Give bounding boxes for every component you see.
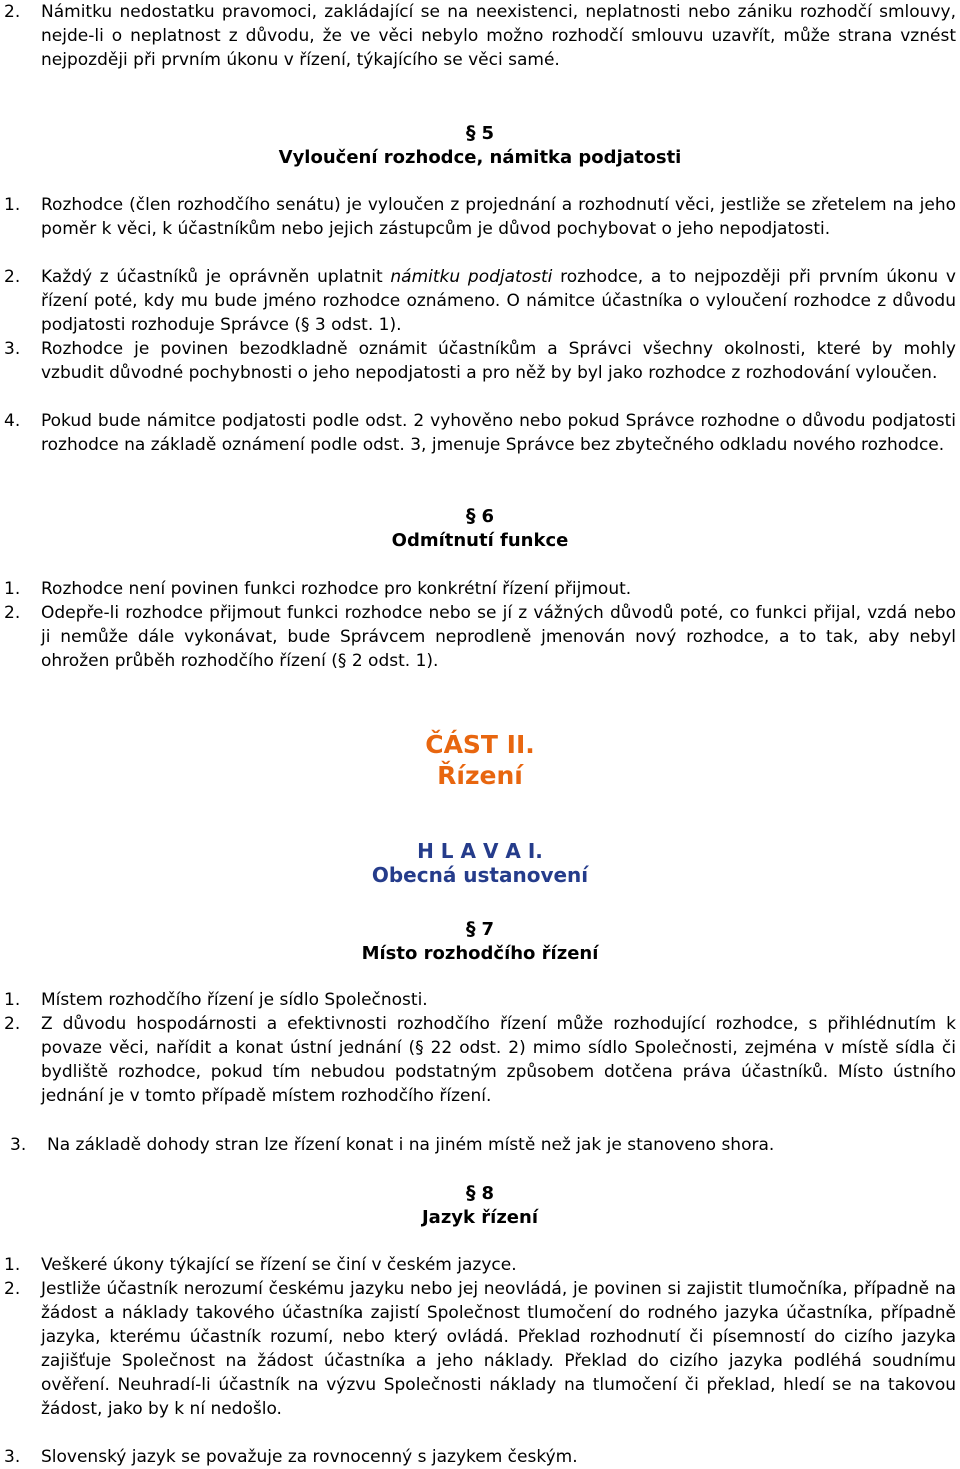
paragraph-5-2 [4, 265, 956, 337]
paragraph-text: Rozhodce je povinen bezodkladně oznámit účastníkům a Správci všechny okolnosti, které by mohly vzbudit důvodné pochybnosti o jeho nepodjatosti a pro něž by byl jako rozhodce z rozhodování vyloučen. [41, 339, 956, 383]
paragraph-number: 2. [4, 2, 21, 22]
section-number-value: 5 [481, 123, 495, 144]
paragraph-number: 1. [4, 1255, 21, 1275]
chapter-label: H L A V A I. [417, 839, 543, 863]
paragraph-7-1 [4, 988, 956, 1012]
paragraph-text: Místem rozhodčího řízení je sídlo Společnosti. [41, 990, 428, 1010]
paragraph-number: 3. [10, 1135, 27, 1155]
paragraph-number: 3. [4, 1447, 21, 1467]
paragraph-number: 2. [4, 603, 21, 623]
paragraph-number: 2. [4, 1014, 21, 1034]
paragraph-6-1 [4, 577, 956, 601]
section-symbol: § [465, 918, 476, 940]
section-title: Odmítnutí funkce [391, 530, 569, 551]
section-number [0, 1181, 960, 1206]
paragraph-number: 3. [4, 339, 21, 359]
text-part: rozhodce, a to nejpozději při prvním úkonu v řízení poté, kdy mu bude jméno rozhodce oznámeno. O námitce účastníka o vyloučení rozhodce z důvodu podjatosti rozhoduje Správce (§ 3 odst. 1). [41, 267, 956, 335]
part-heading [0, 729, 960, 791]
section-number [0, 504, 960, 529]
part-title: Řízení [437, 761, 523, 790]
paragraph-text: Veškeré úkony týkající se řízení se činí v českém jazyce. [41, 1255, 517, 1275]
paragraph-text: Na základě dohody stran lze řízení konat i na jiném místě než jak je stanoveno shora. [47, 1135, 775, 1155]
italic-term: námitku podjatosti [390, 267, 553, 287]
paragraph-text: Námitku nedostatku pravomoci, zakládající se na neexistenci, neplatnosti nebo zániku rozhodčí smlouvy, nejde-li o neplatnost z důvodu, že ve věci nebylo možno rozhodčí smlouvu uzavřít, může strana vznést nejpozději při prvním úkonu v řízení, týkajícího se věci samé. [41, 2, 956, 70]
section-6-heading [0, 504, 960, 553]
paragraph-7-3 [10, 1133, 956, 1157]
paragraph-4-2 [4, 0, 956, 72]
section-number [0, 917, 960, 942]
paragraph-8-1 [4, 1253, 956, 1277]
paragraph-8-3 [4, 1445, 956, 1469]
paragraph-text: Z důvodu hospodárnosti a efektivnosti rozhodčího řízení může rozhodující rozhodce, s přihlédnutím k povaze věci, nařídit a konat ústní jednání (§ 22 odst. 2) mimo sídlo Společnosti, zejména v místě sídla či bydliště rozhodce, pokud tím nebudou podstatným způsobem dotčena práva účastníků. Místo ústního jednání je v tomto případě místem rozhodčího řízení. [41, 1014, 956, 1106]
paragraph-text: Pokud bude námitce podjatosti podle odst. 2 vyhověno nebo pokud Správce rozhodne o důvodu podjatosti rozhodce na základě oznámení podle odst. 3, jmenuje Správce bez zbytečného odkladu nového rozhodce. [41, 411, 956, 455]
paragraph-8-2 [4, 1277, 956, 1421]
paragraph-text [4, 265, 956, 337]
chapter-heading [0, 839, 960, 887]
text-part: Každý z účastníků je oprávněn uplatnit [41, 267, 391, 287]
section-symbol: § [465, 505, 476, 527]
part-label: ČÁST II. [425, 730, 535, 759]
paragraph-number: 1. [4, 990, 21, 1010]
paragraph-text: Rozhodce není povinen funkci rozhodce pro konkrétní řízení přijmout. [41, 579, 632, 599]
paragraph-5-1 [4, 193, 956, 241]
paragraph-6-2 [4, 601, 956, 673]
section-number-value: 6 [481, 506, 495, 527]
section-8-heading [0, 1181, 960, 1230]
chapter-title: Obecná ustanovení [371, 863, 589, 887]
section-5-heading [0, 121, 960, 170]
section-symbol: § [465, 1182, 476, 1204]
section-number-value: 7 [481, 919, 495, 940]
section-number [0, 121, 960, 146]
section-symbol: § [465, 122, 476, 144]
paragraph-number: 1. [4, 195, 21, 215]
section-number-value: 8 [481, 1183, 495, 1204]
section-7-heading [0, 917, 960, 966]
paragraph-7-2 [4, 1012, 956, 1108]
section-title: Jazyk řízení [421, 1207, 538, 1228]
paragraph-text: Odepře-li rozhodce přijmout funkci rozhodce nebo se jí z vážných důvodů poté, co funkci přijal, vzdá nebo ji nemůže dále vykonávat, bude Správcem neprodleně jmenován nový rozhodce, a to tak, aby nebyl ohrožen průběh rozhodčího řízení (§ 2 odst. 1). [41, 603, 956, 671]
paragraph-5-3 [4, 337, 956, 385]
paragraph-number: 2. [4, 1279, 21, 1299]
paragraph-text: Jestliže účastník nerozumí českému jazyku nebo jej neovládá, je povinen si zajistit tlumočníka, případně na žádost a náklady takového účastníka zajistí Společnost tlumočení do rodného jazyka účastníka, případně jazyka, kterému účastník rozumí, nebo který ovládá. Překlad rozhodnutí či písemností do cizího jazyka zajišťuje Společnost na žádost účastníka a jeho náklady. Překlad do cizího jazyka podléhá soudnímu ověření. Neuhradí-li účastník na výzvu Společnosti náklady na tlumočení či překlad, hledí se na takovou žádost, jako by k ní nedošlo. [41, 1279, 956, 1419]
paragraph-5-4 [4, 409, 956, 457]
section-title: Vyloučení rozhodce, námitka podjatosti [278, 147, 682, 168]
paragraph-text: Slovenský jazyk se považuje za rovnocenný s jazykem českým. [41, 1447, 578, 1467]
paragraph-number: 2. [4, 267, 21, 287]
section-title: Místo rozhodčího řízení [361, 943, 599, 964]
paragraph-number: 1. [4, 579, 21, 599]
paragraph-text: Rozhodce (člen rozhodčího senátu) je vyloučen z projednání a rozhodnutí věci, jestliže se zřetelem na jeho poměr k věci, k účastníkům nebo jejich zástupcům je důvod pochybovat o jeho nepodjatosti. [41, 195, 956, 239]
paragraph-number: 4. [4, 411, 21, 431]
